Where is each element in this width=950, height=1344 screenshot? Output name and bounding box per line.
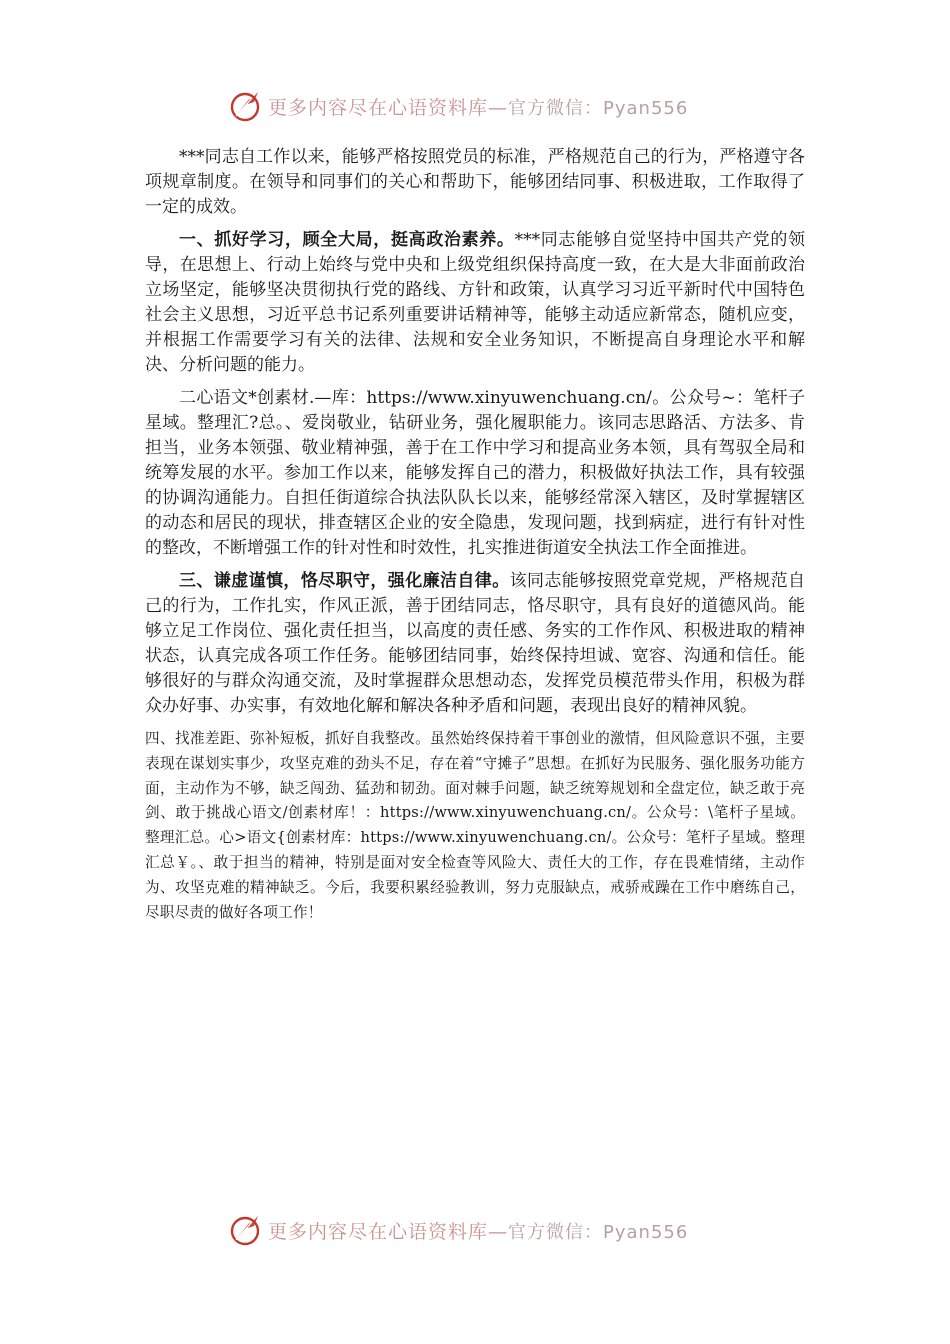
paragraph-section-3: 三、谦虚谨慎，恪尽职守，强化廉洁自律。该同志能够按照党章党规，严格规范自己的行为，工作扎实，作风正派，善于团结同志，恪尽职守，具有良好的道德风尚。能够立足工作岗位、强化责任担当，以高度的责任感、务实的工作作风、积极进取的精神状态，认真完成各项工作任务。能够团结同事，始终保持坦诚、宽容、沟通和信任。能够很好的与群众沟通交流，及时掌握群众思想动态，发挥党员模范带头作用，积极为群众办好事、办实事，有效地化解和解决各种矛盾和问题，表现出良好的精神风貌。 <box>145 571 806 716</box>
watermark-banner-top <box>228 86 708 126</box>
watermark-banner-bottom <box>228 1210 708 1250</box>
quill-logo-icon <box>228 1212 264 1248</box>
watermark-text: 更多内容尽在心语资料库—官方微信：Pyan556 <box>268 96 689 119</box>
watermark-text: 更多内容尽在心语资料库—官方微信：Pyan556 <box>268 1220 689 1243</box>
document-body <box>145 145 805 933</box>
paragraph-section-2: 二心语文*创素材.—库：https://www.xinyuwenchuang.cn/。公众号~：笔杆子星域。整理汇?总。、爱岗敬业，钻研业务，强化履职能力。该同志思路活、方法多、肯担当，业务本领强、敬业精神强，善于在工作中学习和提高业务本领，具有驾驭全局和统筹发展的水平。参加工作以来，能够发挥自己的潜力，积极做好执法工作，具有较强的协调沟通能力。自担任街道综合执法队队长以来，能够经常深入辖区，及时掌握辖区的动态和居民的现状，排查辖区企业的安全隐患，发现问题，找到病症，进行有针对性的整改，不断增强工作的针对性和时效性，扎实推进街道安全执法工作全面推进。 <box>145 388 805 558</box>
paragraph-section-1: 一、抓好学习，顾全大局，挺高政治素养。***同志能够自觉坚持中国共产党的领导，在思想上、行动上始终与党中央和上级党组织保持高度一致，在大是大非面前政治立场坚定，能够坚决贯彻执行党的路线、方针和政策，认真学习习近平新时代中国特色社会主义思想，习近平总书记系列重要讲话精神等，能够主动适应新常态，随机应变，并根据工作需要学习有关的法律、法规和安全业务知识，不断提高自身理论水平和解决、分析问题的能力。 <box>145 230 806 375</box>
paragraph-intro: ***同志自工作以来，能够严格按照党员的标准，严格规范自己的行为，严格遵守各项规章制度。在领导和同事们的关心和帮助下，能够团结同事、积极进取，工作取得了一定的成效。 <box>145 147 805 217</box>
section-3-heading: 三、谦虚谨慎，恪尽职守，强化廉洁自律。 <box>179 571 510 591</box>
quill-logo-icon <box>228 88 264 124</box>
paragraph-section-4: 四、找准差距、弥补短板，抓好自我整改。虽然始终保持着干事创业的激情，但风险意识不强，主要表现在谋划实事少，攻坚克难的劲头不足，存在着“守摊子”思想。在抓好为民服务、强化服务功能方面，主动作为不够，缺乏闯劲、猛劲和韧劲。面对棘手问题，缺乏统筹规划和全盘定位，缺乏敢于亮剑、敢于挑战心语文/创素材库！：https://www.xinyuwenchuang.cn/。公众号：\笔杆子星域。整理汇总。心>语文{创素材库：https://www.xinyuwenchuang.cn/。公众号：笔杆子星域。整理汇总￥。、敢于担当的精神，特别是面对安全检查等风险大、责任大的工作，存在畏难情绪，主动作为、攻坚克难的精神缺乏。今后，我要积累经验教训，努力克服缺点，戒骄戒躁在工作中磨练自己，尽职尽责的做好各项工作！ <box>145 730 805 921</box>
section-1-heading: 一、抓好学习，顾全大局，挺高政治素养。 <box>179 230 515 250</box>
